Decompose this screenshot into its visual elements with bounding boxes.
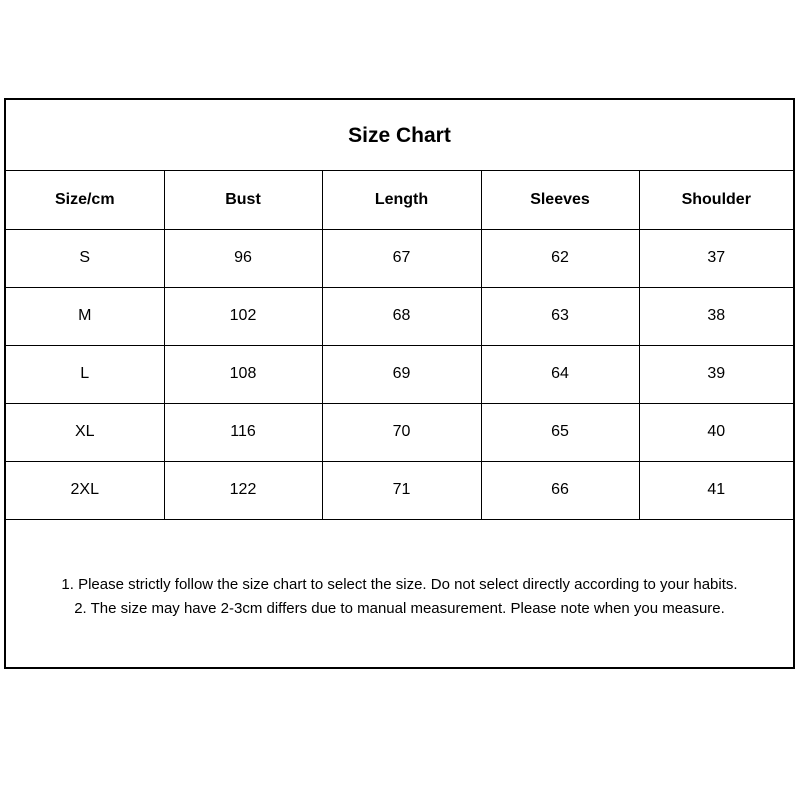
notes xyxy=(6,573,793,621)
header-size: Size/cm xyxy=(6,171,164,229)
cell-sleeves: 63 xyxy=(481,287,639,345)
size-chart xyxy=(4,98,795,669)
cell-shoulder: 40 xyxy=(639,403,793,461)
header-bust: Bust xyxy=(164,171,322,229)
header-shoulder: Shoulder xyxy=(639,171,793,229)
chart-title: Size Chart xyxy=(6,100,793,171)
cell-sleeves: 66 xyxy=(481,461,639,519)
cell-shoulder: 39 xyxy=(639,345,793,403)
cell-size: L xyxy=(6,345,164,403)
cell-bust: 108 xyxy=(164,345,322,403)
table-header-row xyxy=(6,171,793,229)
header-sleeves: Sleeves xyxy=(481,171,639,229)
cell-length: 69 xyxy=(322,345,481,403)
header-length: Length xyxy=(322,171,481,229)
cell-length: 70 xyxy=(322,403,481,461)
cell-size: XL xyxy=(6,403,164,461)
cell-size: 2XL xyxy=(6,461,164,519)
cell-shoulder: 37 xyxy=(639,229,793,287)
cell-length: 71 xyxy=(322,461,481,519)
cell-bust: 116 xyxy=(164,403,322,461)
table-row xyxy=(6,461,793,519)
cell-length: 68 xyxy=(322,287,481,345)
cell-bust: 102 xyxy=(164,287,322,345)
table-row xyxy=(6,229,793,287)
note-1: 1. Please strictly follow the size chart to select the size. Do not select directly according to your habits. xyxy=(61,576,738,593)
cell-bust: 122 xyxy=(164,461,322,519)
cell-length: 67 xyxy=(322,229,481,287)
note-2: 2. The size may have 2-3cm differs due to manual measurement. Please note when you measure. xyxy=(74,600,725,617)
cell-sleeves: 62 xyxy=(481,229,639,287)
table-row xyxy=(6,345,793,403)
cell-sleeves: 65 xyxy=(481,403,639,461)
table-row xyxy=(6,403,793,461)
cell-sleeves: 64 xyxy=(481,345,639,403)
cell-bust: 96 xyxy=(164,229,322,287)
cell-shoulder: 38 xyxy=(639,287,793,345)
cell-size: S xyxy=(6,229,164,287)
table-row xyxy=(6,287,793,345)
size-table xyxy=(6,171,793,520)
cell-size: M xyxy=(6,287,164,345)
cell-shoulder: 41 xyxy=(639,461,793,519)
